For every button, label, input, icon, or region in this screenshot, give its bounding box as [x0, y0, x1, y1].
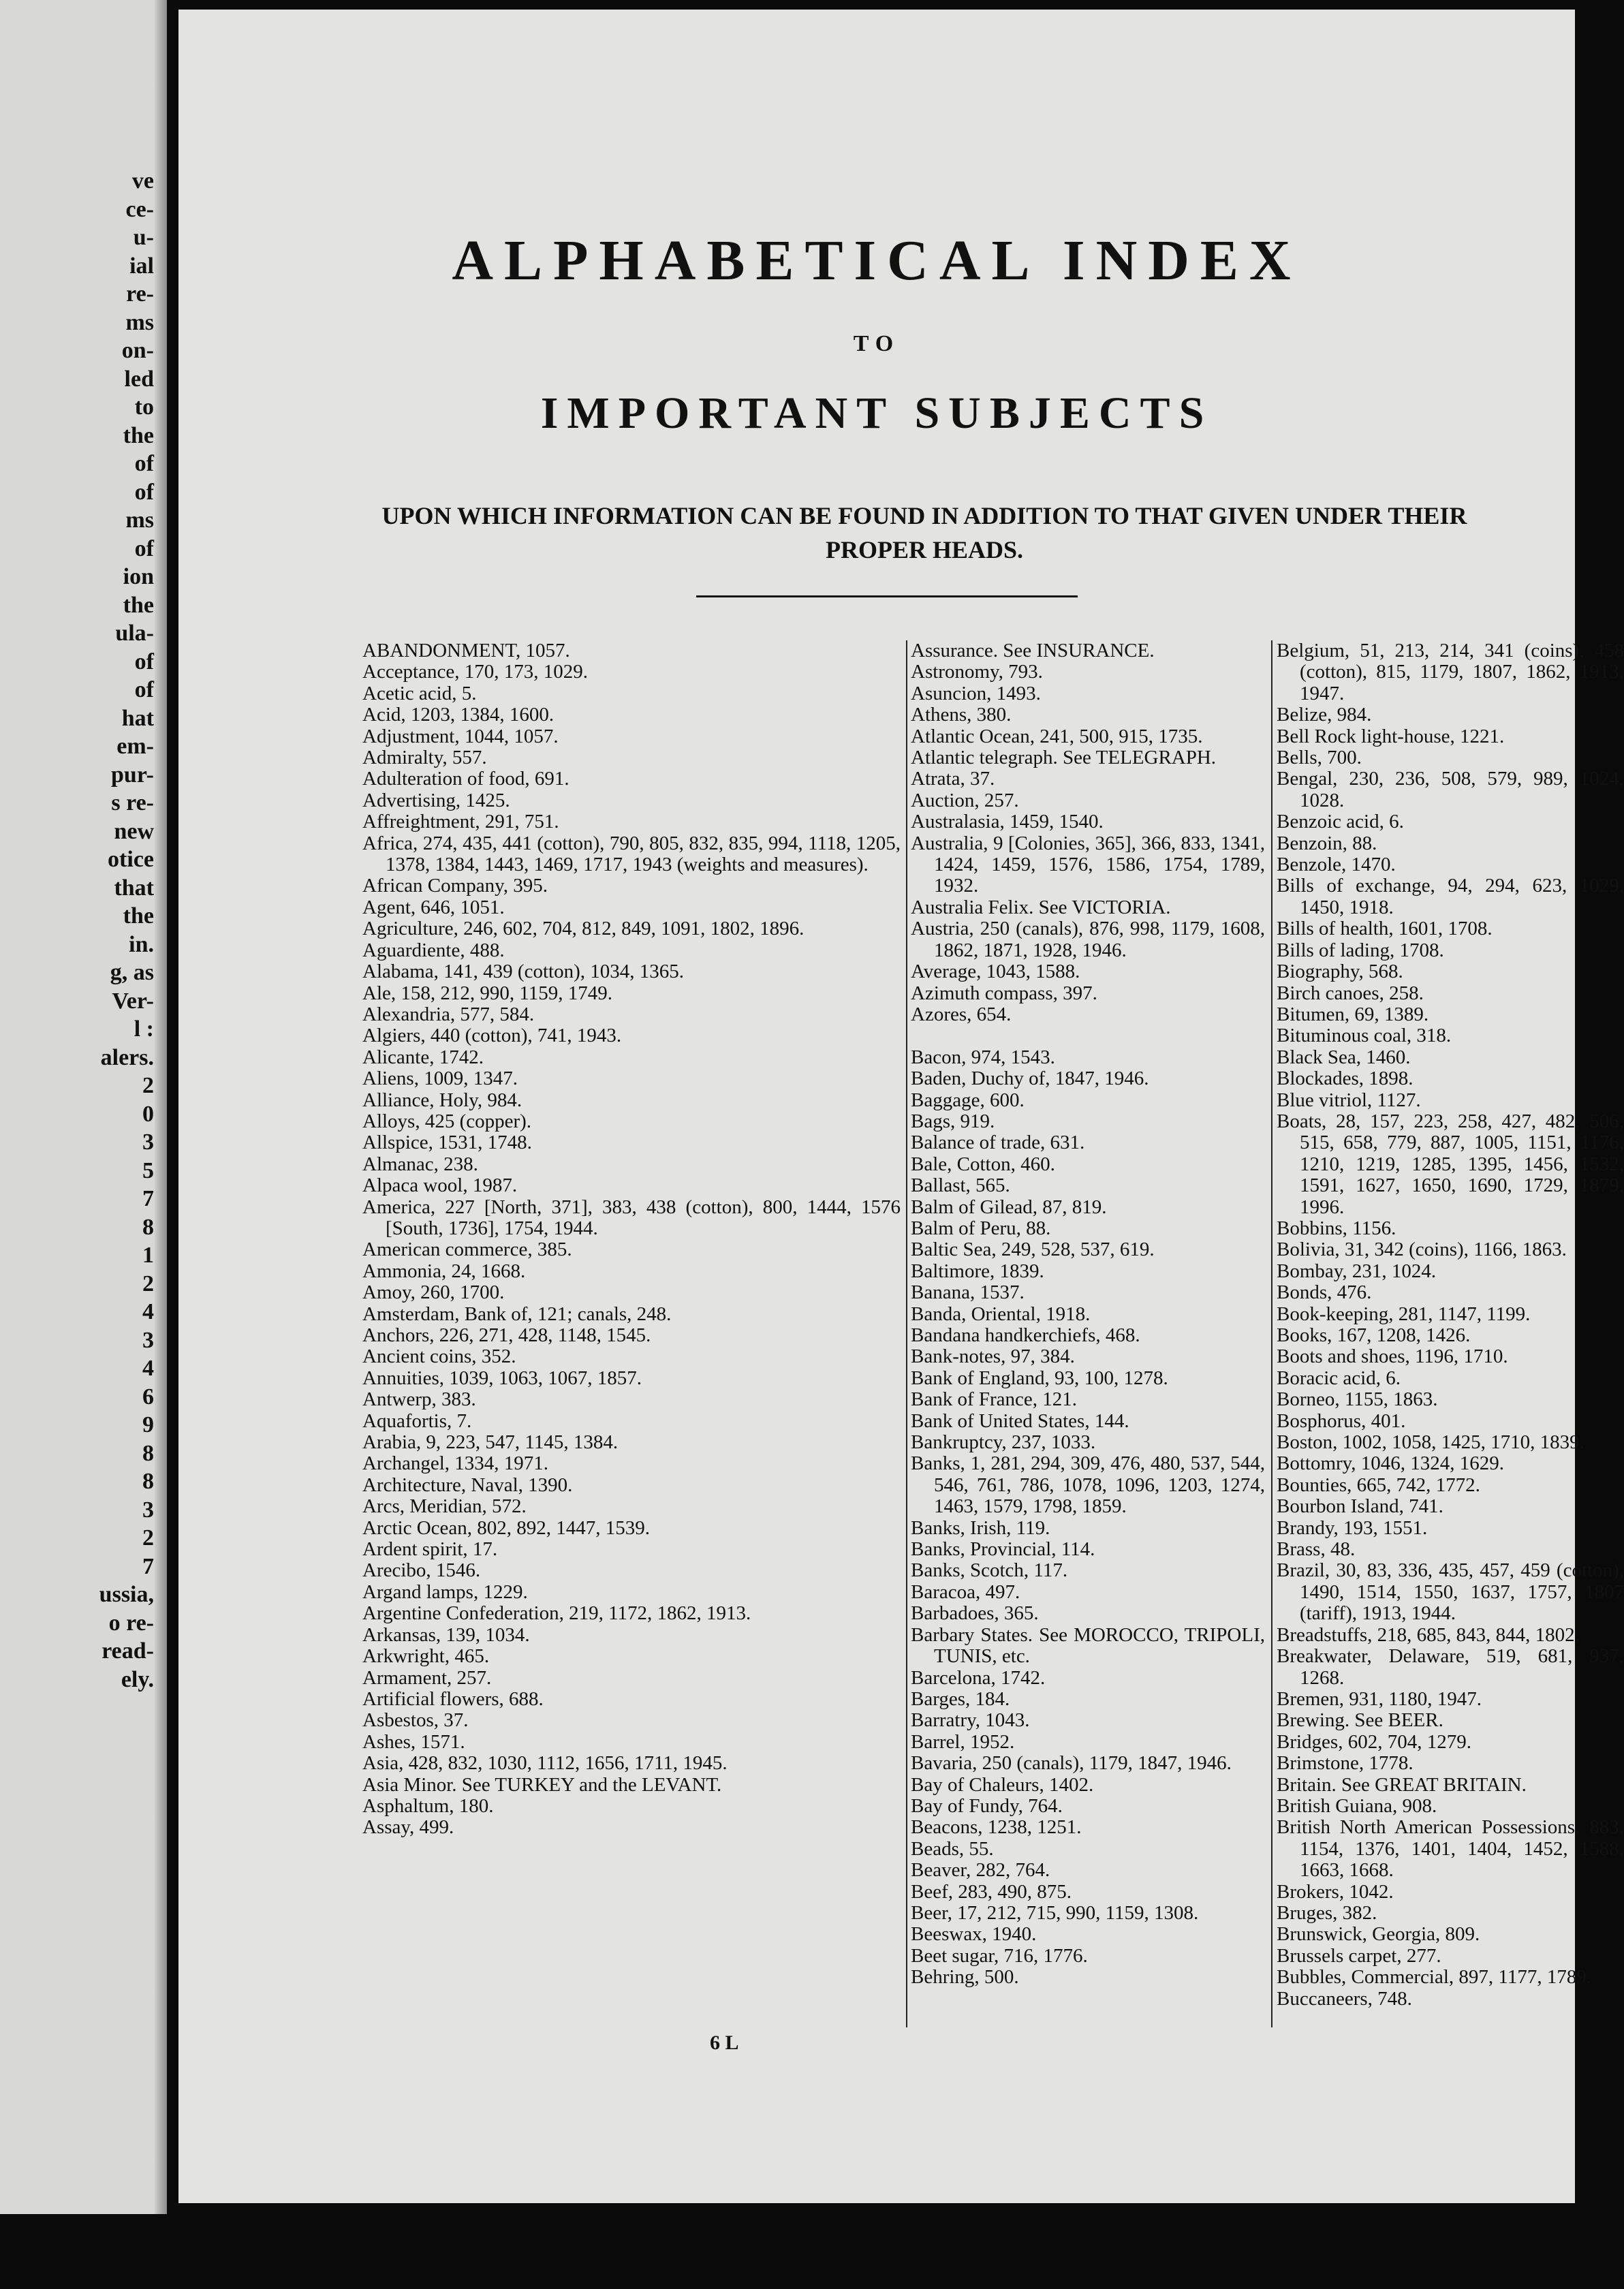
- index-entry: Banks, Provincial, 114.: [911, 1538, 1095, 1561]
- index-entry: Benzoin, 88.: [1277, 832, 1377, 854]
- index-entry: Average, 1043, 1588.: [911, 961, 1080, 983]
- left-fragment-line: 0: [142, 1101, 154, 1127]
- left-fragment-line: o re-: [108, 1610, 154, 1636]
- left-fragment-line: on-: [121, 338, 154, 363]
- index-entry: Behring, 500.: [911, 1966, 1019, 1989]
- index-entry: Barcelona, 1742.: [911, 1666, 1046, 1689]
- left-fragment-line: 8: [142, 1469, 154, 1494]
- index-entry: Amoy, 260, 1700.: [362, 1281, 505, 1304]
- index-entry: Boats, 28, 157, 223, 258, 427, 482, 506, 515, 658, 779, 887, 1005, 1151, 1176, 1210, 1219, 1285, 1395, 1456, 1532, 1591, 1627, 1650, 1690, 1729, 1879, 1996.: [1277, 1110, 1624, 1218]
- left-fragment-line: in.: [129, 931, 154, 957]
- index-entry: Aguardiente, 488.: [362, 939, 505, 961]
- left-fragment-line: of: [134, 677, 154, 702]
- index-entry: Ale, 158, 212, 990, 1159, 1749.: [362, 982, 613, 1004]
- index-column-1: [362, 640, 901, 1839]
- index-entry: Bay of Fundy, 764.: [911, 1794, 1063, 1817]
- index-entry: Brandy, 193, 1551.: [1277, 1516, 1428, 1539]
- index-entry: Asuncion, 1493.: [911, 682, 1041, 704]
- index-entry: Boston, 1002, 1058, 1425, 1710, 1839.: [1277, 1431, 1584, 1454]
- left-fragment-line: 2: [142, 1271, 154, 1296]
- index-entry: Buccaneers, 748.: [1277, 1987, 1412, 2010]
- signature-mark: 6 L: [710, 2031, 739, 2054]
- left-fragment-line: ms: [125, 309, 154, 335]
- left-fragment-line: of: [134, 649, 154, 674]
- index-entry: Aquafortis, 7.: [362, 1410, 472, 1432]
- left-fragment-line: otice: [108, 847, 154, 872]
- index-entry: Brunswick, Georgia, 809.: [1277, 1923, 1480, 1946]
- index-entry: Asbestos, 37.: [362, 1709, 469, 1732]
- index-entry: Bolivia, 31, 342 (coins), 1166, 1863.: [1277, 1239, 1567, 1261]
- index-entry: Australia, 9 [Colonies, 365], 366, 833, 1341, 1424, 1459, 1576, 1586, 1754, 1789, 1932.: [911, 832, 1265, 897]
- index-entry: Artificial flowers, 688.: [362, 1687, 544, 1710]
- index-entry: Beaver, 282, 764.: [911, 1859, 1050, 1882]
- index-entry: Assurance. See INSURANCE.: [911, 640, 1155, 661]
- index-entry: Antwerp, 383.: [362, 1388, 476, 1411]
- index-entry: Bitumen, 69, 1389.: [1277, 1003, 1429, 1025]
- left-fragment-line: 6: [142, 1384, 154, 1410]
- index-entry: Asia Minor. See TURKEY and the LEVANT.: [362, 1773, 722, 1796]
- index-entry: Barges, 184.: [911, 1687, 1010, 1710]
- left-fragment-line: ula-: [115, 621, 154, 646]
- index-entry: Acetic acid, 5.: [362, 682, 477, 704]
- left-fragment-line: 3: [142, 1130, 154, 1155]
- index-entry: Assay, 499.: [362, 1816, 454, 1839]
- index-entry: Blue vitriol, 1127.: [1277, 1089, 1421, 1111]
- left-fragment-line: of: [134, 451, 154, 476]
- index-entry: Beeswax, 1940.: [911, 1923, 1037, 1946]
- index-entry: Ardent spirit, 17.: [362, 1538, 498, 1561]
- index-entry: Acid, 1203, 1384, 1600.: [362, 704, 555, 726]
- index-entry: Belgium, 51, 213, 214, 341 (coins), 458 (cotton), 815, 1179, 1807, 1862, 1913, 1947.: [1277, 640, 1624, 704]
- index-entry: Atrata, 37.: [911, 768, 995, 790]
- index-entry: Bank-notes, 97, 384.: [911, 1345, 1075, 1368]
- index-entry: Bombay, 231, 1024.: [1277, 1260, 1437, 1282]
- left-fragment-line: the: [123, 592, 154, 618]
- left-fragment-line: that: [114, 875, 154, 901]
- index-entry: Annuities, 1039, 1063, 1067, 1857.: [362, 1367, 642, 1389]
- index-entry: Breakwater, Delaware, 519, 681, 937, 1268.: [1277, 1645, 1624, 1689]
- index-entry: Bandana handkerchiefs, 468.: [911, 1324, 1140, 1346]
- index-entry: Bounties, 665, 742, 1772.: [1277, 1474, 1480, 1496]
- index-entry: Bags, 919.: [911, 1110, 995, 1132]
- book-gutter: [155, 0, 167, 2214]
- index-entry: Bobbins, 1156.: [1277, 1217, 1396, 1239]
- left-fragment-line: 4: [142, 1356, 154, 1381]
- left-page-text-fragments: [0, 167, 154, 1694]
- left-fragment-line: pur-: [111, 762, 154, 788]
- index-entry: Boracic acid, 6.: [1277, 1367, 1401, 1389]
- index-entry: Banana, 1537.: [911, 1281, 1025, 1304]
- index-entry: Armament, 257.: [362, 1666, 492, 1689]
- index-entry: Bacon, 974, 1543.: [911, 1046, 1055, 1068]
- left-fragment-line: 2: [142, 1073, 154, 1098]
- index-entry: Australia Felix. See VICTORIA.: [911, 896, 1171, 918]
- index-entry: Arabia, 9, 223, 547, 1145, 1384.: [362, 1431, 619, 1454]
- index-entry: Arctic Ocean, 802, 892, 1447, 1539.: [362, 1516, 651, 1539]
- index-entry: Bridges, 602, 704, 1279.: [1277, 1730, 1471, 1753]
- left-fragment-line: ussia,: [99, 1582, 154, 1607]
- left-fragment-line: ion: [123, 564, 154, 589]
- index-entry: Arkansas, 139, 1034.: [362, 1623, 530, 1646]
- index-entry: Allspice, 1531, 1748.: [362, 1132, 532, 1154]
- left-fragment-line: 7: [142, 1186, 154, 1211]
- index-entry: Aliens, 1009, 1347.: [362, 1068, 518, 1090]
- index-entry: Bavaria, 250 (canals), 1179, 1847, 1946.: [911, 1752, 1232, 1775]
- index-entry: Astronomy, 793.: [911, 661, 1043, 683]
- index-entry: Austria, 250 (canals), 876, 998, 1179, 1608, 1862, 1871, 1928, 1946.: [911, 918, 1265, 961]
- left-fragment-line: led: [124, 366, 154, 392]
- index-entry: Almanac, 238.: [362, 1153, 478, 1175]
- index-entry: Blockades, 1898.: [1277, 1068, 1414, 1090]
- index-entry: Birch canoes, 258.: [1277, 982, 1424, 1004]
- index-column-3: [1277, 640, 1624, 2010]
- index-entry: Argentine Confederation, 219, 1172, 1862, 1913.: [362, 1602, 751, 1625]
- index-entry: Azores, 654.: [911, 1003, 1012, 1025]
- index-column-2: [911, 640, 1265, 1989]
- column-divider-1: [906, 640, 907, 2027]
- left-fragment-line: of: [134, 535, 154, 561]
- left-fragment-line: 2: [142, 1525, 154, 1551]
- index-entry: British Guiana, 908.: [1277, 1794, 1437, 1817]
- left-fragment-line: alers.: [100, 1044, 154, 1070]
- index-entry: Bills of exchange, 94, 294, 623, 1029, 1450, 1918.: [1277, 875, 1624, 918]
- index-entry: Bank of United States, 144.: [911, 1410, 1129, 1432]
- left-fragment-line: Ver-: [112, 988, 154, 1014]
- left-fragment-line: l :: [134, 1016, 154, 1042]
- left-fragment-line: 8: [142, 1214, 154, 1240]
- index-entry: Barrel, 1952.: [911, 1730, 1015, 1753]
- index-entry: Ancient coins, 352.: [362, 1345, 516, 1368]
- index-entry: Books, 167, 1208, 1426.: [1277, 1324, 1471, 1346]
- left-fragment-line: em-: [116, 734, 154, 759]
- index-entry: Black Sea, 1460.: [1277, 1046, 1411, 1068]
- index-entry: Banks, Irish, 119.: [911, 1516, 1050, 1539]
- index-entry: Agriculture, 246, 602, 704, 812, 849, 1091, 1802, 1896.: [362, 918, 805, 940]
- index-entry: Australasia, 1459, 1540.: [911, 811, 1104, 833]
- index-entry: Banks, 1, 281, 294, 309, 476, 480, 537, 544, 546, 761, 786, 1078, 1096, 1203, 1274, 1463, 1579, 1798, 1859.: [911, 1452, 1265, 1518]
- title-connector: TO: [853, 331, 901, 356]
- index-entry: Ballast, 565.: [911, 1174, 1010, 1197]
- index-entry: Atlantic telegraph. See TELEGRAPH.: [911, 747, 1217, 769]
- left-fragment-line: u-: [133, 225, 154, 250]
- index-entry: Adjustment, 1044, 1057.: [362, 725, 559, 747]
- left-fragment-line: re-: [126, 281, 154, 307]
- left-fragment-line: s re-: [111, 790, 154, 815]
- index-entry: Boots and shoes, 1196, 1710.: [1277, 1345, 1508, 1368]
- index-entry: Argand lamps, 1229.: [362, 1580, 528, 1603]
- left-fragment-line: hat: [121, 705, 154, 731]
- index-entry: Borneo, 1155, 1863.: [1277, 1388, 1438, 1411]
- index-entry: Arkwright, 465.: [362, 1645, 490, 1668]
- index-entry: British North American Possessions, 883, 1154, 1376, 1401, 1404, 1452, 1588, 1663, 1668.: [1277, 1816, 1624, 1882]
- left-fragment-line: 4: [142, 1299, 154, 1324]
- left-fragment-line: read-: [102, 1638, 154, 1664]
- index-entry: Architecture, Naval, 1390.: [362, 1474, 573, 1496]
- index-entry: Bonds, 476.: [1277, 1281, 1372, 1304]
- index-entry: Brazil, 30, 83, 336, 435, 457, 459 (cotton), 1490, 1514, 1550, 1637, 1757, 1807 (tariff), 1913, 1944.: [1277, 1559, 1624, 1625]
- index-entry: Britain. See GREAT BRITAIN.: [1277, 1773, 1527, 1796]
- index-entry: Amsterdam, Bank of, 121; canals, 248.: [362, 1303, 672, 1325]
- index-entry: Athens, 380.: [911, 704, 1012, 726]
- column-divider-2: [1271, 640, 1272, 2027]
- index-entry: Brussels carpet, 277.: [1277, 1944, 1441, 1967]
- index-entry: Balm of Gilead, 87, 819.: [911, 1196, 1107, 1218]
- index-entry: Baracoa, 497.: [911, 1580, 1020, 1603]
- index-entry: Asia, 428, 832, 1030, 1112, 1656, 1711, 1945.: [362, 1752, 728, 1775]
- index-entry: Alabama, 141, 439 (cotton), 1034, 1365.: [362, 961, 684, 983]
- index-entry: Agent, 646, 1051.: [362, 896, 505, 918]
- index-entry: Azimuth compass, 397.: [911, 982, 1097, 1004]
- index-entry: Adulteration of food, 691.: [362, 768, 569, 790]
- index-entry: America, 227 [North, 371], 383, 438 (cotton), 800, 1444, 1576 [South, 1736], 1754, 1944.: [362, 1196, 901, 1239]
- index-entry: Archangel, 1334, 1971.: [362, 1452, 549, 1475]
- index-entry: Breadstuffs, 218, 685, 843, 844, 1802.: [1277, 1623, 1580, 1646]
- index-entry: Ammonia, 24, 1668.: [362, 1260, 526, 1282]
- index-entry: Bosphorus, 401.: [1277, 1410, 1406, 1432]
- index-entry: Beads, 55.: [911, 1837, 994, 1860]
- index-entry: Book-keeping, 281, 1147, 1199.: [1277, 1303, 1531, 1325]
- left-fragment-line: 3: [142, 1327, 154, 1353]
- index-entry: Barbary States. See MOROCCO, TRIPOLI, TUNIS, etc.: [911, 1623, 1265, 1668]
- left-page: [0, 0, 167, 2214]
- index-entry: Bengal, 230, 236, 508, 579, 989, 1024, 1028.: [1277, 768, 1624, 811]
- page-subtitle: IMPORTANT SUBJECTS: [540, 388, 1213, 438]
- index-entry: Bells, 700.: [1277, 747, 1362, 769]
- left-fragment-line: the: [123, 903, 154, 929]
- index-entry: Balm of Peru, 88.: [911, 1217, 1051, 1239]
- index-entry: Bottomry, 1046, 1324, 1629.: [1277, 1452, 1505, 1475]
- index-entry: Auction, 257.: [911, 789, 1019, 811]
- left-fragment-line: the: [123, 422, 154, 448]
- index-entry: Baltimore, 1839.: [911, 1260, 1044, 1282]
- index-entry: Beet sugar, 716, 1776.: [911, 1944, 1088, 1967]
- left-fragment-line: 9: [142, 1412, 154, 1437]
- index-entry: Bell Rock light-house, 1221.: [1277, 725, 1505, 747]
- index-entry: Atlantic Ocean, 241, 500, 915, 1735.: [911, 725, 1203, 747]
- index-entry: Bituminous coal, 318.: [1277, 1025, 1452, 1047]
- index-entry: Algiers, 440 (cotton), 741, 1943.: [362, 1025, 622, 1047]
- index-entry: Bay of Chaleurs, 1402.: [911, 1773, 1094, 1796]
- left-fragment-line: ms: [125, 508, 154, 533]
- index-entry: Bankruptcy, 237, 1033.: [911, 1431, 1096, 1454]
- index-entry: Barratry, 1043.: [911, 1709, 1030, 1732]
- index-entry: [911, 1025, 1265, 1046]
- index-page: [178, 10, 1624, 2203]
- index-entry: Baggage, 600.: [911, 1089, 1025, 1111]
- index-entry: Brokers, 1042.: [1277, 1880, 1394, 1903]
- left-fragment-line: 5: [142, 1157, 154, 1183]
- index-entry: Ashes, 1571.: [362, 1730, 465, 1753]
- index-entry: Acceptance, 170, 173, 1029.: [362, 661, 588, 683]
- index-entry: Bubbles, Commercial, 897, 1177, 1789.: [1277, 1966, 1592, 1989]
- index-entry: Brewing. See BEER.: [1277, 1709, 1443, 1732]
- left-fragment-line: 3: [142, 1497, 154, 1523]
- index-entry: Beer, 17, 212, 715, 990, 1159, 1308.: [911, 1901, 1199, 1924]
- index-entry: Bruges, 382.: [1277, 1901, 1377, 1924]
- index-entry: Biography, 568.: [1277, 961, 1403, 983]
- left-fragment-line: new: [114, 818, 154, 844]
- index-entry: Alloys, 425 (copper).: [362, 1110, 532, 1132]
- index-entry: Alliance, Holy, 984.: [362, 1089, 522, 1111]
- page-title: ALPHABETICAL INDEX: [452, 229, 1302, 292]
- index-entry: Belize, 984.: [1277, 704, 1372, 726]
- index-entry: Bourbon Island, 741.: [1277, 1495, 1443, 1518]
- index-entry: Balance of trade, 631.: [911, 1132, 1085, 1154]
- index-entry: Advertising, 1425.: [362, 789, 510, 811]
- index-entry: Bills of health, 1601, 1708.: [1277, 918, 1493, 940]
- index-entry: Banda, Oriental, 1918.: [911, 1303, 1091, 1325]
- index-entry: American commerce, 385.: [362, 1239, 572, 1261]
- index-entry: Asphaltum, 180.: [362, 1794, 494, 1817]
- left-fragment-line: g, as: [110, 960, 154, 985]
- left-fragment-line: 8: [142, 1440, 154, 1466]
- index-entry: Alexandria, 577, 584.: [362, 1003, 535, 1025]
- index-entry: Africa, 274, 435, 441 (cotton), 790, 805, 832, 835, 994, 1118, 1205, 1378, 1384, 1443, 1469, 1717, 1943 (weights and measures).: [362, 832, 901, 876]
- left-fragment-line: ely.: [121, 1666, 154, 1692]
- index-entry: Affreightment, 291, 751.: [362, 811, 559, 833]
- index-entry: Arecibo, 1546.: [362, 1559, 481, 1582]
- title-rule: [696, 595, 1078, 597]
- index-entry: Arcs, Meridian, 572.: [362, 1495, 527, 1518]
- index-entry: Barbadoes, 365.: [911, 1602, 1039, 1625]
- left-fragment-line: of: [134, 479, 154, 505]
- index-entry: African Company, 395.: [362, 875, 548, 897]
- left-fragment-line: to: [134, 394, 154, 420]
- index-entry: ABANDONMENT, 1057.: [362, 640, 570, 661]
- index-entry: Beacons, 1238, 1251.: [911, 1816, 1082, 1839]
- left-fragment-line: 1: [142, 1243, 154, 1268]
- index-entry: Bank of England, 93, 100, 1278.: [911, 1367, 1168, 1389]
- index-entry: Brimstone, 1778.: [1277, 1752, 1414, 1775]
- index-entry: Benzoic acid, 6.: [1277, 811, 1404, 833]
- index-entry: Bills of lading, 1708.: [1277, 939, 1444, 961]
- index-entry: Alpaca wool, 1987.: [362, 1174, 518, 1197]
- index-entry: Beef, 283, 490, 875.: [911, 1880, 1072, 1903]
- index-entry: Anchors, 226, 271, 428, 1148, 1545.: [362, 1324, 651, 1346]
- left-fragment-line: 7: [142, 1553, 154, 1579]
- index-entry: Baden, Duchy of, 1847, 1946.: [911, 1068, 1149, 1090]
- page-description: UPON WHICH INFORMATION CAN BE FOUND IN ADDITION TO THAT GIVEN UNDER THEIR PROPER HEADS.: [381, 502, 1467, 563]
- index-entry: Banks, Scotch, 117.: [911, 1559, 1068, 1582]
- left-fragment-line: ve: [131, 168, 154, 193]
- index-entry: Bale, Cotton, 460.: [911, 1153, 1055, 1175]
- index-entry: Benzole, 1470.: [1277, 854, 1396, 876]
- index-entry: Bank of France, 121.: [911, 1388, 1078, 1411]
- index-entry: Baltic Sea, 249, 528, 537, 619.: [911, 1239, 1155, 1261]
- index-entry: Brass, 48.: [1277, 1538, 1356, 1561]
- left-fragment-line: ial: [129, 253, 154, 279]
- left-fragment-line: ce-: [125, 196, 154, 222]
- index-entry: Alicante, 1742.: [362, 1046, 484, 1068]
- index-entry: Admiralty, 557.: [362, 747, 487, 769]
- index-entry: Bremen, 931, 1180, 1947.: [1277, 1687, 1482, 1710]
